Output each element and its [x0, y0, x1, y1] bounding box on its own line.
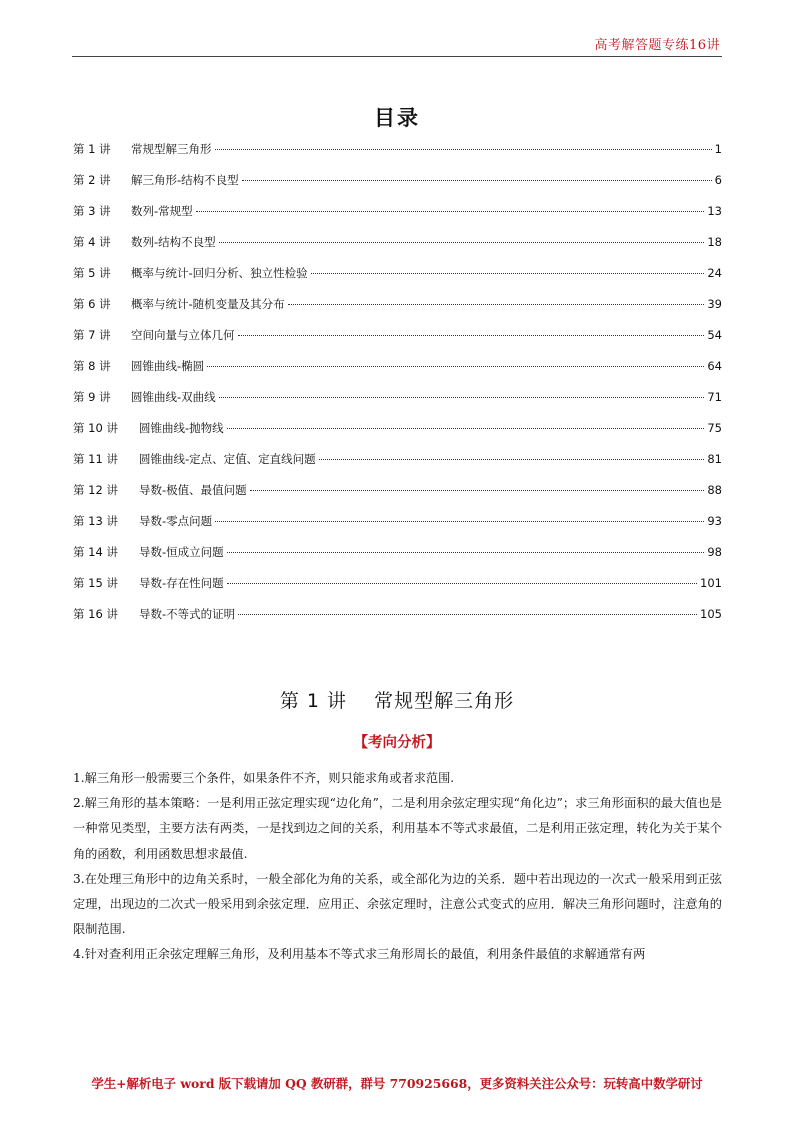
toc-entry[interactable]	[73, 327, 722, 358]
toc-entry[interactable]	[73, 482, 722, 513]
toc-entry-page: 6	[714, 173, 722, 187]
toc-entry-number: 第 7 讲	[73, 328, 111, 342]
toc-entry-page: 98	[707, 545, 722, 559]
toc-entry-number: 第 10 讲	[73, 421, 118, 435]
toc-entry-title: 概率与统计-随机变量及其分布	[131, 297, 285, 311]
toc-entry-page: 101	[700, 576, 722, 590]
toc-entry-page: 13	[707, 204, 722, 218]
body-paragraph: 4.针对查利用正余弦定理解三角形，及利用基本不等式求三角形周长的最值，利用条件最值的求解通常有两	[73, 947, 646, 962]
toc-entry-number: 第 1 讲	[73, 142, 111, 156]
lecture-number: 第 1 讲	[279, 690, 348, 712]
toc-entry-page: 88	[707, 483, 722, 497]
page-header	[72, 30, 722, 57]
toc-entry-page: 64	[707, 359, 722, 373]
toc-entry-page: 93	[707, 514, 722, 528]
toc-entry-title: 圆锥曲线-椭圆	[131, 359, 205, 373]
toc-entry-number: 第 13 讲	[73, 514, 118, 528]
toc-entry-number: 第 15 讲	[73, 576, 118, 590]
lecture-body	[73, 766, 722, 968]
page-footer: 学生+解析电子 word 版下载请加 QQ 教研群，群号 770925668，更多资料关注公众号：玩转高中数学研讨	[91, 1076, 703, 1091]
toc-entry-page: 81	[707, 452, 722, 466]
toc-leader-dots	[238, 614, 697, 615]
toc-entry[interactable]	[73, 513, 722, 544]
toc-entry-title: 常规型解三角形	[131, 142, 212, 156]
toc-leader-dots	[311, 273, 705, 274]
toc-entry-page: 1	[714, 142, 722, 156]
toc-entry[interactable]	[73, 420, 722, 451]
toc-entry-title: 数列-结构不良型	[131, 235, 216, 249]
toc-entry-number: 第 4 讲	[73, 235, 111, 249]
toc-entry-number: 第 16 讲	[73, 607, 118, 621]
toc-entry-number: 第 14 讲	[73, 545, 118, 559]
toc-entry-title: 解三角形-结构不良型	[131, 173, 239, 187]
toc-entry-number: 第 8 讲	[73, 359, 111, 373]
toc-entry-number: 第 9 讲	[73, 390, 111, 404]
toc-leader-dots	[215, 149, 712, 150]
header-title: 高考解答题专练16讲	[594, 38, 720, 53]
toc-leader-dots	[207, 366, 704, 367]
toc-entry-page: 54	[707, 328, 722, 342]
toc-entry[interactable]	[73, 296, 722, 327]
toc-leader-dots	[227, 583, 697, 584]
toc-entry-page: 105	[700, 607, 722, 621]
toc-entry[interactable]	[73, 451, 722, 482]
toc-entry[interactable]	[73, 172, 722, 203]
toc-leader-dots	[227, 428, 705, 429]
toc-leader-dots	[319, 459, 705, 460]
toc-leader-dots	[219, 397, 705, 398]
toc-entry-title: 数列-常规型	[131, 204, 193, 218]
toc-entry[interactable]	[73, 389, 722, 420]
toc-entry-title: 导数-不等式的证明	[139, 607, 236, 621]
toc-entry-number: 第 11 讲	[73, 452, 118, 466]
toc-title: 目录	[374, 106, 420, 130]
toc-entry-page: 18	[707, 235, 722, 249]
toc-entry-page: 39	[707, 297, 722, 311]
toc-entry-title: 导数-极值、最值问题	[139, 483, 247, 497]
toc-entry-page: 75	[707, 421, 722, 435]
toc-entry-number: 第 5 讲	[73, 266, 111, 280]
toc-leader-dots	[242, 180, 712, 181]
toc-entry[interactable]	[73, 544, 722, 575]
toc-entry-title: 圆锥曲线-抛物线	[139, 421, 224, 435]
body-paragraph: 1.解三角形一般需要三个条件，如果条件不齐，则只能求角或者求范围.	[73, 771, 455, 785]
toc-entry-title: 概率与统计-回归分析、独立性检验	[131, 266, 308, 280]
toc-entry-page: 24	[707, 266, 722, 280]
toc-entry[interactable]	[73, 606, 722, 637]
section-title: 【考向分析】	[353, 735, 441, 751]
toc-entry-title: 导数-恒成立问题	[139, 545, 224, 559]
toc-entry-number: 第 12 讲	[73, 483, 118, 497]
toc-entry-number: 第 2 讲	[73, 173, 111, 187]
body-paragraph: 3.在处理三角形中的边角关系时，一般全部化为角的关系，或全部化为边的关系．题中若出现边的一次式一般采用到正弦定理，出现边的二次式一般采用到余弦定理．应用正、余弦定理时，注意公式变式的应用．解决三角形问题时，注意角的限制范围.	[73, 871, 722, 937]
toc-leader-dots	[219, 242, 705, 243]
lecture-heading	[0, 686, 794, 713]
toc-entry-title: 导数-存在性问题	[139, 576, 224, 590]
toc-entry-number: 第 6 讲	[73, 297, 111, 311]
toc-leader-dots	[227, 552, 705, 553]
toc-leader-dots	[288, 304, 705, 305]
toc-entry-number: 第 3 讲	[73, 204, 111, 218]
toc-entry[interactable]	[73, 358, 722, 389]
toc-entry-title: 空间向量与立体几何	[131, 328, 235, 342]
toc-entry[interactable]	[73, 234, 722, 265]
body-paragraph: 2.解三角形的基本策略：一是利用正弦定理实现“边化角”，二是利用余弦定理实现“角化边”；求三角形面积的最大值也是一种常见类型，主要方法有两类，一是找到边之间的关系，利用基本不等式求最值，二是利用正弦定理，转化为关于某个角的函数，利用函数思想求最值.	[73, 796, 722, 861]
toc-entry-page: 71	[707, 390, 722, 404]
toc-leader-dots	[215, 521, 704, 522]
toc-entry[interactable]	[73, 141, 722, 172]
toc-leader-dots	[196, 211, 705, 212]
toc-entry-title: 圆锥曲线-定点、定值、定直线问题	[139, 452, 316, 466]
toc-entry-title: 导数-零点问题	[139, 514, 213, 528]
table-of-contents	[73, 141, 722, 637]
toc-entry-title: 圆锥曲线-双曲线	[131, 390, 216, 404]
lecture-title: 常规型解三角形	[374, 690, 515, 712]
toc-leader-dots	[250, 490, 705, 491]
toc-entry[interactable]	[73, 203, 722, 234]
toc-leader-dots	[238, 335, 705, 336]
toc-entry[interactable]	[73, 575, 722, 606]
toc-entry[interactable]	[73, 265, 722, 296]
